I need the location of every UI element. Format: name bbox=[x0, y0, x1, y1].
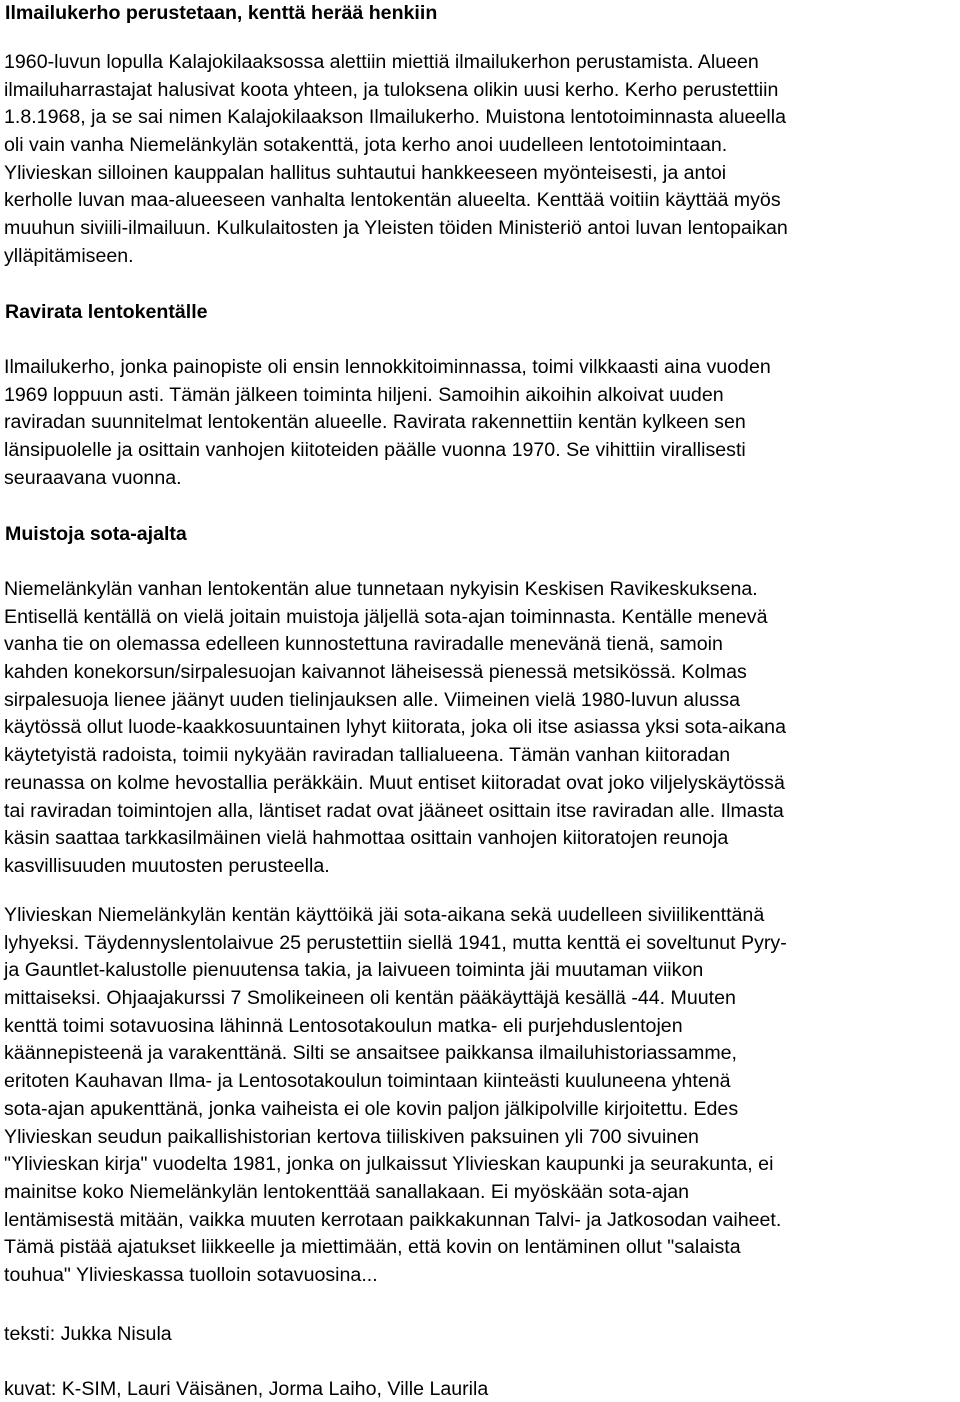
section-paragraph-3 bbox=[4, 576, 960, 881]
paragraph-line: Tämä pistää ajatukset liikkeelle ja miettimään, että kovin on lentäminen ollut "salaista bbox=[4, 1236, 741, 1259]
paragraph-line: mittaiseksi. Ohjaajakurssi 7 Smolikeineen oli kentän pääkäyttäjä kesällä -44. Muuten bbox=[4, 987, 736, 1010]
paragraph-line: 1.8.1968, ja se sai nimen Kalajokilaakson Ilmailukerho. Muistona lentotoiminnasta alueella bbox=[4, 106, 787, 129]
paragraph-line: 1960-luvun lopulla Kalajokilaaksossa alettiin miettiä ilmailukerhon perustamista. Alueen bbox=[4, 51, 759, 73]
paragraph-line: oli vain vanha Niemelänkylän sotakenttä, jota kerho anoi uudelleen lentotoimintaan. bbox=[4, 134, 728, 157]
paragraph-line: eritoten Kauhavan Ilma- ja Lentosotakoulun toimintaan kiinteästi kuuluneena yhtenä bbox=[4, 1070, 731, 1093]
paragraph-line: käytetyistä radoista, toimii nykyään raviradan tallialueena. Tämän vanhan kiitoradan bbox=[4, 744, 731, 767]
paragraph-line: sirpalesuoja lienee jäänyt uuden tielinjauksen alle. Viimeinen vielä 1980-luvun alussa bbox=[4, 688, 740, 711]
paragraph-line: lentämisestä mitään, vaikka muuten kerrotaan paikkakunnan Talvi- ja Jatkosodan vaiheet. bbox=[4, 1208, 782, 1231]
paragraph-line: raviradan suunnitelmat lentokentän alueelle. Ravirata rakennettiin kentän kylkeen sen bbox=[4, 411, 746, 434]
paragraph-line: kerholle luvan maa-alueeseen vanhalta lentokentän alueelta. Kenttää voitiin käyttää myös bbox=[4, 189, 781, 212]
paragraph-line: seuraavana vuonna. bbox=[4, 466, 182, 489]
paragraph-line: Ylivieskan seudun paikallishistorian kertova tiiliskiven paksuinen yli 700 sivuinen bbox=[4, 1125, 699, 1148]
section-paragraph-2 bbox=[4, 354, 960, 492]
section-paragraph-4 bbox=[4, 902, 960, 1290]
section-paragraph-1 bbox=[4, 49, 960, 271]
paragraph-line: vanha tie on olemassa edelleen kunnostettuna raviradalle menevänä tienä, samoin bbox=[4, 633, 723, 656]
paragraph-line: Ylivieskan Niemelänkylän kentän käyttöikä jäi sota-aikana sekä uudelleen siviilikenttänä bbox=[4, 904, 765, 926]
section-heading-1: Ilmailukerho perustetaan, kenttä herää henkiin bbox=[5, 2, 438, 24]
section-heading-3: Muistoja sota-ajalta bbox=[5, 523, 187, 545]
paragraph-line: käytössä ollut luode-kaakkosuuntainen lyhyt kiitorata, joka oli itse asiassa yksi sota-aikana bbox=[4, 716, 786, 739]
paragraph-line: käännepisteenä ja varakenttänä. Silti se ansaitsee paikkansa ilmailuhistoriassamme, bbox=[4, 1042, 737, 1065]
paragraph-line: Entisellä kentällä on vielä joitain muistoja jäljellä sota-ajan toiminnasta. Kentälle menevä bbox=[4, 605, 768, 628]
paragraph-line: kahden konekorsun/sirpalesuojan kaivannot läheisessä pienessä metsikössä. Kolmas bbox=[4, 661, 747, 684]
paragraph-line: ja Gauntlet-kalustolle pienuutensa takia, ja laivueen toiminta jäi muutaman viikon bbox=[4, 959, 704, 982]
photo-credit: kuvat: K-SIM, Lauri Väisänen, Jorma Laiho, Ville Laurila bbox=[4, 1378, 489, 1400]
paragraph-line: "Ylivieskan kirja" vuodelta 1981, jonka on julkaissut Ylivieskan kaupunki ja seurakunta, ei bbox=[4, 1153, 774, 1176]
paragraph-line: mainitse koko Niemelänkylän lentokenttää sanallakaan. Ei myöskään sota-ajan bbox=[4, 1180, 690, 1203]
paragraph-line: ilmailuharrastajat halusivat koota yhteen, ja tuloksena olikin uusi kerho. Kerho perustettiin bbox=[4, 78, 779, 101]
paragraph-line: 1969 loppuun asti. Tämän jälkeen toiminta hiljeni. Samoihin aikoihin alkoivat uuden bbox=[4, 383, 724, 406]
paragraph-line: ylläpitämiseen. bbox=[4, 244, 134, 267]
paragraph-line: käsin saattaa tarkkasilmäinen vielä hahmottaa osittain vanhojen kiitoratojen reunoja bbox=[4, 827, 729, 850]
paragraph-line: tai raviradan toimintojen alla, läntiset radat ovat jääneet osittain itse raviradan alle. Ilmasta bbox=[4, 799, 784, 822]
paragraph-line: kasvillisuuden muutosten perusteella. bbox=[4, 854, 330, 877]
section-heading-2: Ravirata lentokentälle bbox=[5, 301, 208, 323]
paragraph-line: lyhyeksi. Täydennyslentolaivue 25 perustettiin siellä 1941, mutta kenttä ei soveltunut Pyry- bbox=[4, 931, 787, 954]
author-credit: teksti: Jukka Nisula bbox=[4, 1323, 172, 1345]
paragraph-line: Ilmailukerho, jonka painopiste oli ensin lennokkitoiminnassa, toimi vilkkaasti aina vuoden bbox=[4, 356, 771, 378]
paragraph-line: länsipuolelle ja osittain vanhojen kiitoteiden päälle vuonna 1970. Se vihittiin virallisesti bbox=[4, 439, 746, 462]
paragraph-line: Niemelänkylän vanhan lentokentän alue tunnetaan nykyisin Keskisen Ravikeskuksena. bbox=[4, 578, 758, 600]
paragraph-line: sota-ajan apukenttänä, jonka vaiheista ei ole kovin paljon jälkipolville kirjoitettu. Edes bbox=[4, 1097, 739, 1120]
paragraph-line: Ylivieskan silloinen kauppalan hallitus suhtautui hankkeeseen myönteisesti, ja antoi bbox=[4, 161, 727, 184]
paragraph-line: touhua" Ylivieskassa tuolloin sotavuosina... bbox=[4, 1263, 378, 1286]
paragraph-line: kenttä toimi sotavuosina lähinnä Lentosotakoulun matka- eli purjehduslentojen bbox=[4, 1014, 683, 1037]
paragraph-line: muuhun siviili-ilmailuun. Kulkulaitosten ja Yleisten töiden Ministeriö antoi luvan lentopaikan bbox=[4, 217, 788, 240]
paragraph-line: reunassa on kolme hevostallia peräkkäin. Muut entiset kiitoradat ovat joko viljelyskäytössä bbox=[4, 771, 785, 794]
